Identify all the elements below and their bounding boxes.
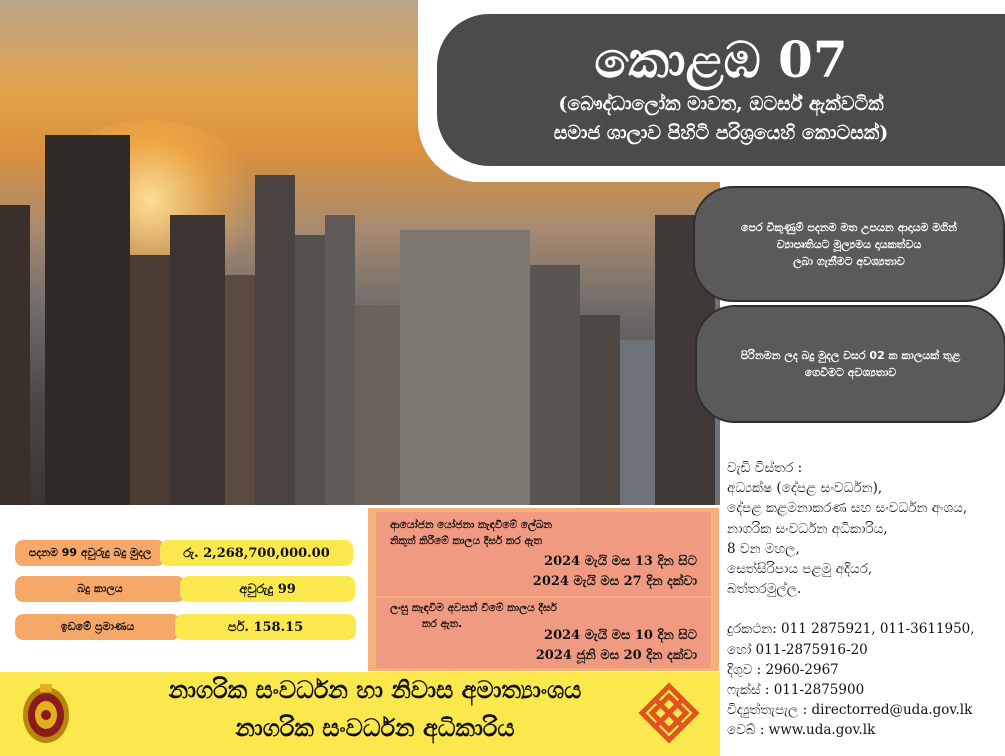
note2-line2: ගෙවීමට අවශ්‍යතාව xyxy=(804,366,897,379)
contact-city: බත්තරමුල්ල. xyxy=(727,581,802,598)
contact-phone-alt: හෝ 011-2875916-20 xyxy=(727,641,868,658)
contact-email[interactable]: විද්‍යුත්තැපැල : directorred@uda.gov.lk xyxy=(727,702,973,719)
bid-closing-period-box xyxy=(376,598,711,668)
note2-line1: පිරිනමන ලද බදු මුදල වසර 02 ක කාලයක් තුළ xyxy=(740,349,961,362)
issue-period-to: 2024 මැයි මස 27 දින දක්වා xyxy=(532,574,697,589)
contact-building: සෙත්සිරිපාය පළමු අදියර, xyxy=(727,561,873,578)
contact-director: අධ්‍යක්ෂ (දේපළ සංවර්ධන), xyxy=(727,480,883,497)
bid-closing-to: 2024 ජූනි මස 20 දින දක්වා xyxy=(535,648,697,663)
contact-floor: 8 වන මහල, xyxy=(727,540,800,557)
issue-period-line2: නිකුත් කිරීමේ කාලය දීර්ඝ කර ඇත xyxy=(390,535,543,547)
ministry-name: නාගරික සංවර්ධන හා නිවාස අමාත්‍යාංශය xyxy=(168,676,582,704)
note1-line2: ව්‍යාපෘතියට මූල්‍යමය දායකත්වය xyxy=(776,237,922,251)
issue-period-line1: ආයෝජන යෝජනා කැඳවීමේ ලේඛන xyxy=(390,519,552,531)
note1-line3: ලබා ගැනීමට අවශ්‍යතාව xyxy=(793,254,905,268)
document-issue-period-box xyxy=(376,512,711,596)
uda-logo-icon xyxy=(638,682,700,744)
presale-funding-note xyxy=(693,186,1005,302)
issue-period-from: 2024 මැයි මස 13 දින සිට xyxy=(544,554,697,569)
location-subtitle-line2: සමාජ ශාලාව පිහිටි පරිශ්‍රයෙහි කොටසක්) xyxy=(553,122,889,144)
contact-website[interactable]: වෙබ් : www.uda.gov.lk xyxy=(727,722,876,739)
contact-division: දේපළ කළමනාකරණ සහ සංවර්ධන අංශය, xyxy=(727,500,968,517)
lease-term-value: අවුරුදු 99 xyxy=(180,576,355,602)
lease-term-label: බදු කාලය xyxy=(15,576,185,602)
sri-lanka-emblem-icon xyxy=(20,681,72,745)
contact-heading: වැඩි විස්තර : xyxy=(727,460,803,476)
contact-details xyxy=(727,458,1005,741)
contact-extension: දිගුව : 2960-2967 xyxy=(727,661,839,678)
title-panel xyxy=(437,14,1005,166)
land-extent-label: ඉඩමේ ප්‍රමාණය xyxy=(15,614,180,640)
bid-closing-line2: කර ඇත. xyxy=(422,618,463,630)
note1-line1: පෙර විකුණුම් පදනම මත උපයන ආදායම මගින් xyxy=(741,220,957,234)
contact-fax: ෆැක්ස් : 011-2875900 xyxy=(727,682,865,699)
authority-name: නාගරික සංවර්ධන අධිකාරිය xyxy=(235,714,515,742)
lease-amount-value: රු. 2,268,700,000.00 xyxy=(160,540,353,566)
location-subtitle-line1: (බෞද්ධාලෝක මාවත, ඔටර්ස් ඇක්වටික් xyxy=(558,93,884,115)
payment-term-note xyxy=(695,305,1005,423)
bid-closing-from: 2024 මැයි මස 10 දින සිට xyxy=(544,628,697,643)
land-extent-value: පර්. 158.15 xyxy=(175,614,356,640)
contact-authority: නාගරික සංවර්ධන අධිකාරිය, xyxy=(727,520,888,537)
lease-amount-label: පදනම 99 අවුරුදු බදු මුදල xyxy=(15,540,165,566)
bid-closing-line1: ලංසු කැඳවීම අවසන් වීමේ කාලය දීර්ඝ xyxy=(390,602,557,614)
location-title: කොළඹ 07 xyxy=(594,30,848,89)
contact-phone: දුරකථන: 011 2875921, 011-3611950, xyxy=(727,621,975,638)
